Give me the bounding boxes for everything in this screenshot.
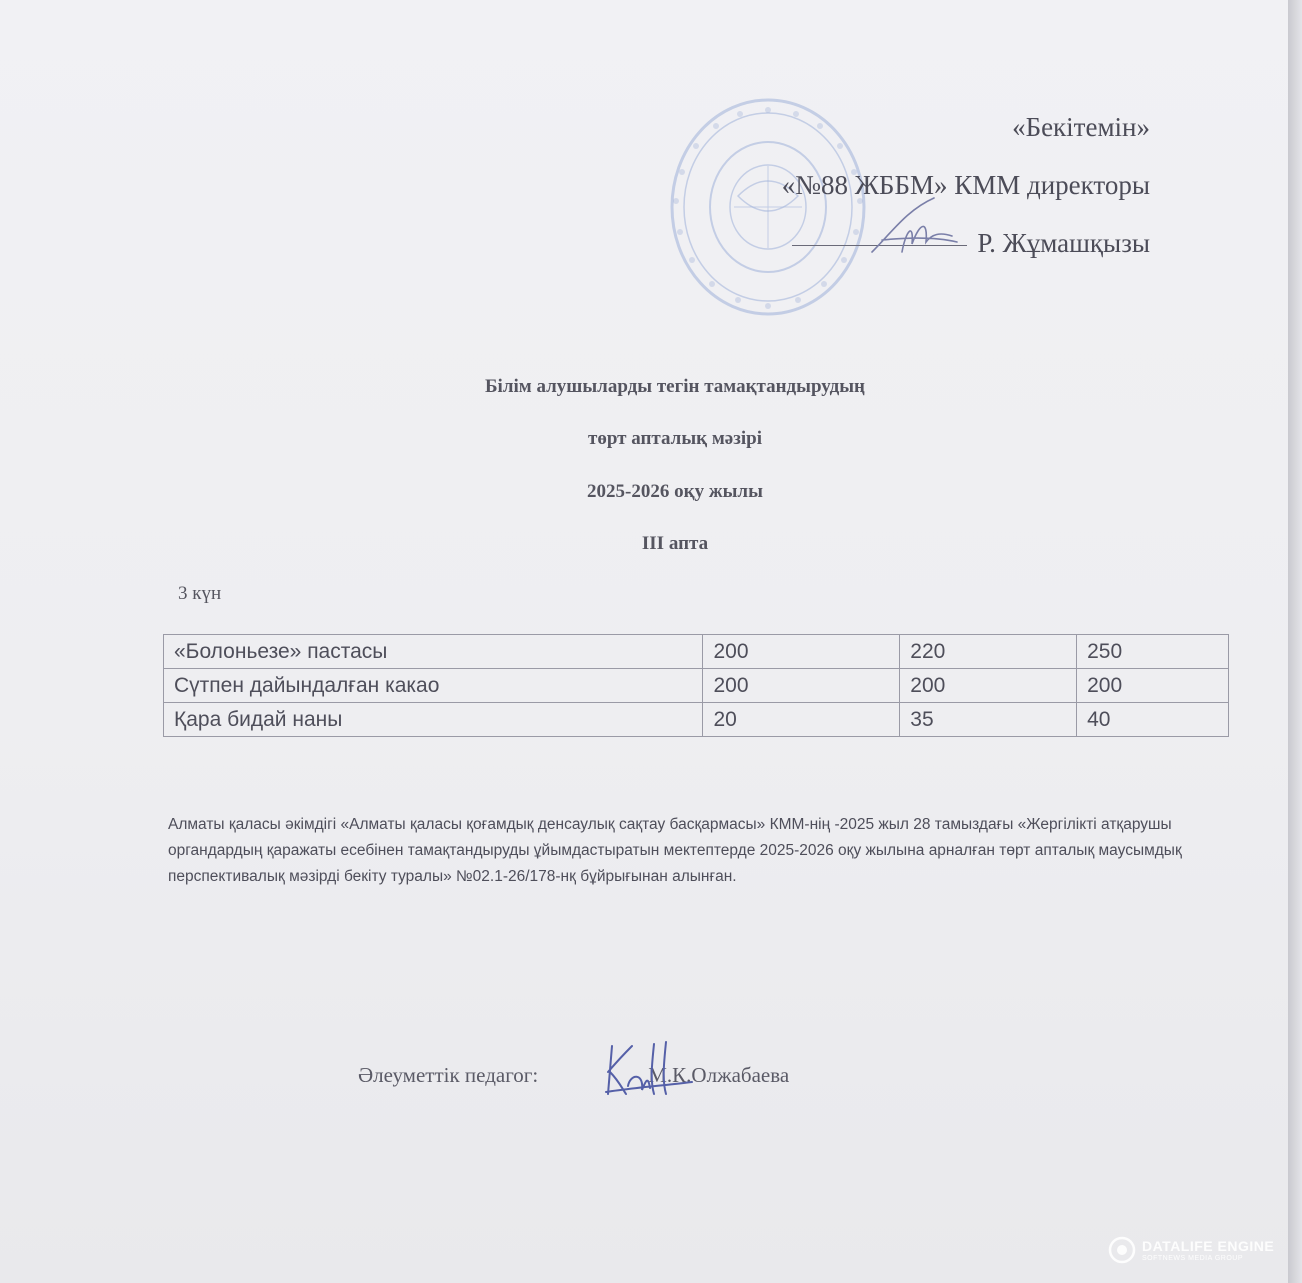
portion-cell: 200 <box>1077 669 1229 703</box>
title-line-3: 2025-2026 оқу жылы <box>587 481 763 502</box>
portion-cell: 200 <box>900 669 1077 703</box>
watermark-text <box>1142 1239 1274 1262</box>
day-label: 3 күн <box>178 583 222 604</box>
title-line-1: Білім алушыларды тегін тамақтандырудың <box>484 376 865 397</box>
dish-name-cell: «Болоньезе» пастасы <box>164 635 703 669</box>
dish-name-cell: Сүтпен дайындалған какао <box>164 669 703 703</box>
portion-cell: 20 <box>703 703 900 737</box>
eye-logo-icon <box>1108 1236 1136 1264</box>
watermark-subtitle: SOFTNEWS MEDIA GROUP <box>1142 1254 1244 1262</box>
director-position: «№88 ЖББМ» КММ директоры <box>781 170 1150 200</box>
signer-name: М.К.Олжабаева <box>648 1063 790 1087</box>
approval-block <box>782 98 1150 272</box>
dish-name-cell: Қара бидай наны <box>164 703 703 737</box>
source-note: Алматы қаласы әкімдігі «Алматы қаласы қоғамдық денсаулық сақтау басқармасы» КММ-нің -2025 жыл 28 тамыздағы «Жергілікті атқарушы органдардың қаражаты есебінен тамақтандыруды ұйымдастыратын мектептерде 2025-2026 оқу жылына арналған төрт апталық маусымдық перспективалық мәзірді бекіту туралы» №02.1-26/178-нқ бұйрығынан алынған. <box>168 816 1182 885</box>
table-row <box>164 669 1229 703</box>
portion-cell: 250 <box>1077 635 1229 669</box>
menu-table <box>163 634 1229 737</box>
watermark-title: DATALIFE ENGINE <box>1142 1237 1275 1254</box>
table-row <box>164 703 1229 737</box>
site-watermark <box>1108 1236 1274 1264</box>
portion-cell: 200 <box>703 669 900 703</box>
director-name: Р. Жұмашқызы <box>977 228 1150 258</box>
table-row <box>164 635 1229 669</box>
approval-heading: «Бекітемін» <box>1012 112 1150 142</box>
portion-cell: 220 <box>900 635 1077 669</box>
director-signature-line <box>782 214 1150 272</box>
portion-cell: 40 <box>1077 703 1229 737</box>
title-line-4: ІІІ апта <box>641 533 709 554</box>
footer-signature <box>358 1063 789 1088</box>
pedagogue-signature <box>600 1036 696 1098</box>
portion-cell: 200 <box>703 635 900 669</box>
portion-cell: 35 <box>900 703 1077 737</box>
title-line-2: төрт апталық мәзірі <box>588 428 762 449</box>
page-edge-shadow <box>1288 0 1302 1283</box>
signer-role: Әлеуметтік педагог: <box>358 1063 539 1087</box>
director-signature <box>862 192 962 262</box>
